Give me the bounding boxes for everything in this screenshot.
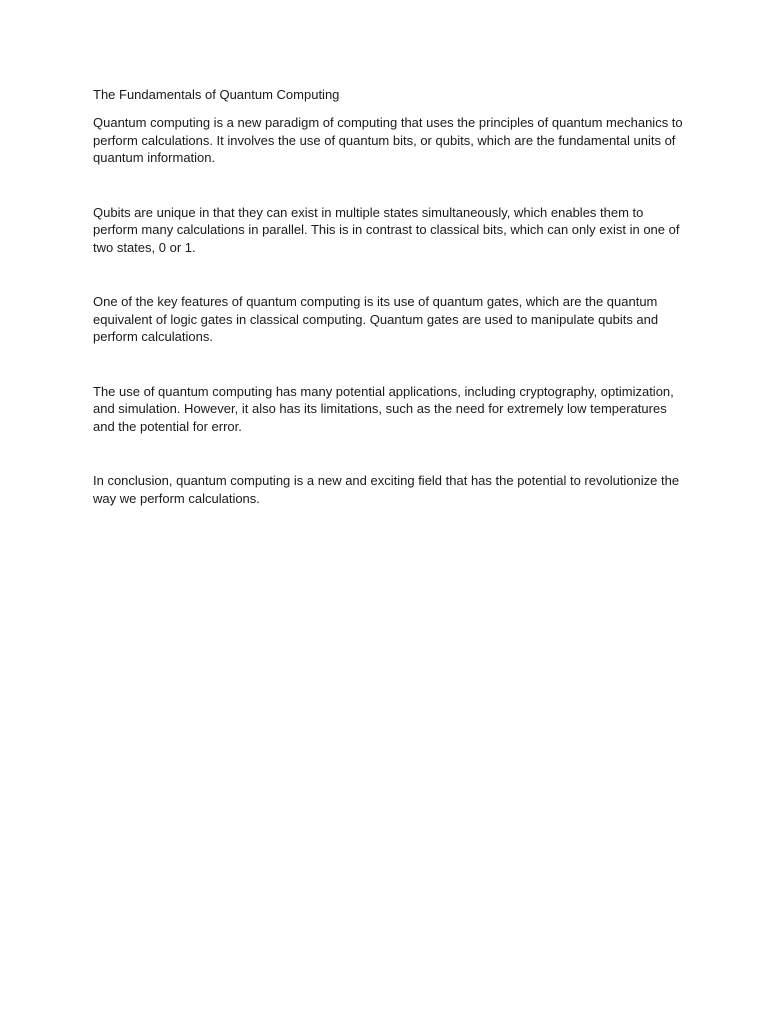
paragraph-quantum-gates: One of the key features of quantum computing is its use of quantum gates, which are the quantum equivalent of logic gates in classical computing. Quantum gates are used to manipulate qubits and perform calculations. <box>93 294 659 344</box>
paragraph-applications: The use of quantum computing has many potential applications, including cryptography, optimization, and simulation. However, it also has its limitations, such as the need for extremely low temperatures and the potential for error. <box>93 383 674 434</box>
document-body <box>93 86 683 507</box>
paragraph-qubits: Qubits are unique in that they can exist in multiple states simultaneously, which enables them to perform many calculations in parallel. This is in contrast to classical bits, which can only exist in one of two states, 0 or 1. <box>93 204 680 255</box>
document-title: The Fundamentals of Quantum Computing <box>93 87 340 102</box>
paragraph-conclusion: In conclusion, quantum computing is a new and exciting field that has the potential to revolutionize the way we perform calculations. <box>93 473 680 506</box>
paragraph-intro: Quantum computing is a new paradigm of computing that uses the principles of quantum mechanics to perform calculations. It involves the use of quantum bits, or qubits, which are the fundamental units of quantum information. <box>93 115 683 165</box>
